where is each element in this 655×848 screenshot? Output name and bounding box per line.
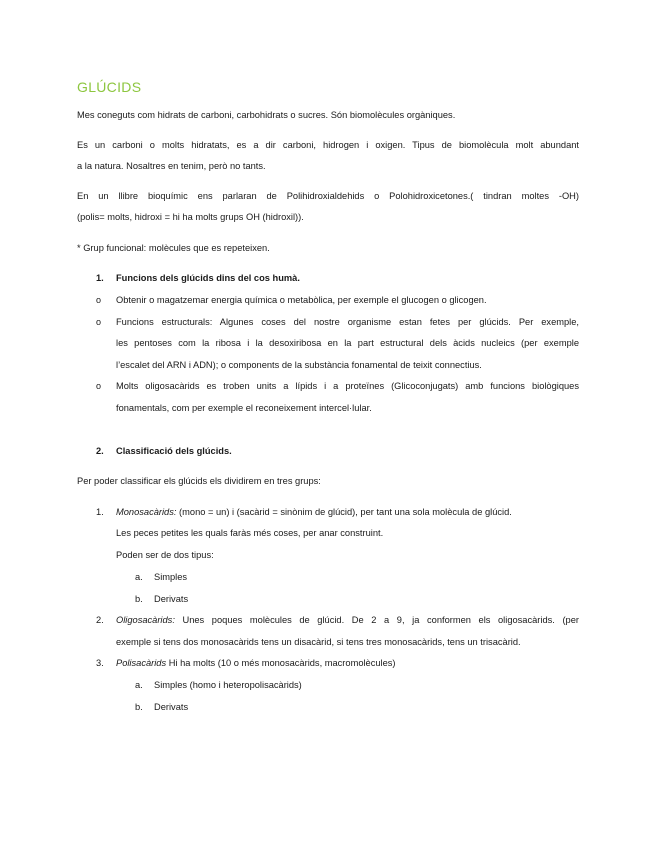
group-3-number: 3.	[96, 658, 104, 668]
section-2-intro: Per poder classificar els glúcids els dividirem en tres grups:	[77, 476, 321, 486]
bullet-2-line-3: l’escalet del ARN i ADN); o components de la substància fonamental de teixit connectius.	[116, 360, 482, 370]
bullet-marker: o	[96, 295, 102, 305]
bullet-marker: o	[96, 381, 102, 391]
group-1-text: (mono = un) i (sacàrid = sinònim de glúcid), per tant una sola molècula de glúcid.	[176, 507, 512, 517]
section-2-title: Classificació dels glúcids.	[116, 446, 232, 456]
intro-line-5: (polis= molts, hidroxi = hi ha molts grups OH (hidroxil)).	[77, 212, 304, 222]
bullet-2-line-1: Funcions estructurals: Algunes coses del nostre organisme estan fetes per glúcids. Per exemple,	[116, 317, 579, 327]
intro-line-6: * Grup funcional: molècules que es repeteixen.	[77, 243, 270, 253]
group-3-sub-a-text: Simples (homo i heteropolisacàrids)	[154, 680, 302, 690]
section-1-title: Funcions dels glúcids dins del cos humà.	[116, 273, 300, 283]
section-1-number: 1.	[96, 273, 104, 283]
group-1-sub-a-letter: a.	[135, 572, 143, 582]
bullet-marker: o	[96, 317, 102, 327]
group-2-number: 2.	[96, 615, 104, 625]
section-2-number: 2.	[96, 446, 104, 456]
group-3-sub-a-letter: a.	[135, 680, 143, 690]
group-1-line-3: Poden ser de dos tipus:	[116, 550, 214, 560]
group-3-sub-b-letter: b.	[135, 702, 143, 712]
intro-line-3: a la natura. Nosaltres en tenim, però no tants.	[77, 161, 266, 171]
bullet-1-line-1: Obtenir o magatzemar energia química o metabòlica, per exemple el glucogen o glicogen.	[116, 295, 487, 305]
group-1-name: Monosacàrids:	[116, 507, 177, 517]
intro-line-4: En un llibre bioquímic ens parlaran de Polihidroxialdehids o Polohidroxicetones.( tindran moltes -OH)	[77, 191, 579, 201]
group-3-name: Polisacàrids	[116, 658, 167, 668]
group-2-text: Unes poques molècules de glúcid. De 2 a 9, ja conformen els oligosacàrids. (per	[174, 615, 579, 625]
group-1-line-2: Les peces petites les quals faràs més coses, per anar construint.	[116, 528, 384, 538]
group-1-number: 1.	[96, 507, 104, 517]
group-2-name: Oligosacàrids:	[116, 615, 175, 625]
group-3-sub-b-text: Derivats	[154, 702, 189, 712]
bullet-2-line-2: les pentoses com la ribosa i la desoxiribosa en la part estructural dels àcids nucleics (per exemple	[116, 338, 579, 348]
bullet-3-line-1: Molts oligosacàrids es troben units a lípids i a proteïnes (Glicoconjugats) amb funcions biològiques	[116, 381, 579, 391]
group-1-line-1	[116, 502, 579, 524]
group-3-line-1	[116, 653, 579, 675]
group-2-line-2: exemple si tens dos monosacàrids tens un disacàrid, si tens tres monosacàrids, tens un trisacàrid.	[116, 637, 521, 647]
group-1-sub-a-text: Simples	[154, 572, 188, 582]
group-2-line-1	[116, 610, 579, 632]
bullet-3-line-2: fonamentals, com per exemple el reconeixement intercel·lular.	[116, 403, 372, 413]
group-1-sub-b-text: Derivats	[154, 594, 189, 604]
group-3-text: Hi ha molts (10 o més monosacàrids, macromolècules)	[166, 658, 396, 668]
group-1-sub-b-letter: b.	[135, 594, 143, 604]
intro-line-1: Mes coneguts com hidrats de carboni, carbohidrats o sucres. Són biomolècules orgàniques.	[77, 110, 456, 120]
page-title: GLÚCIDS	[77, 79, 142, 95]
intro-line-2: Es un carboni o molts hidratats, es a dir carboni, hidrogen i oxigen. Tipus de biomolècula molt abundant	[77, 140, 579, 150]
